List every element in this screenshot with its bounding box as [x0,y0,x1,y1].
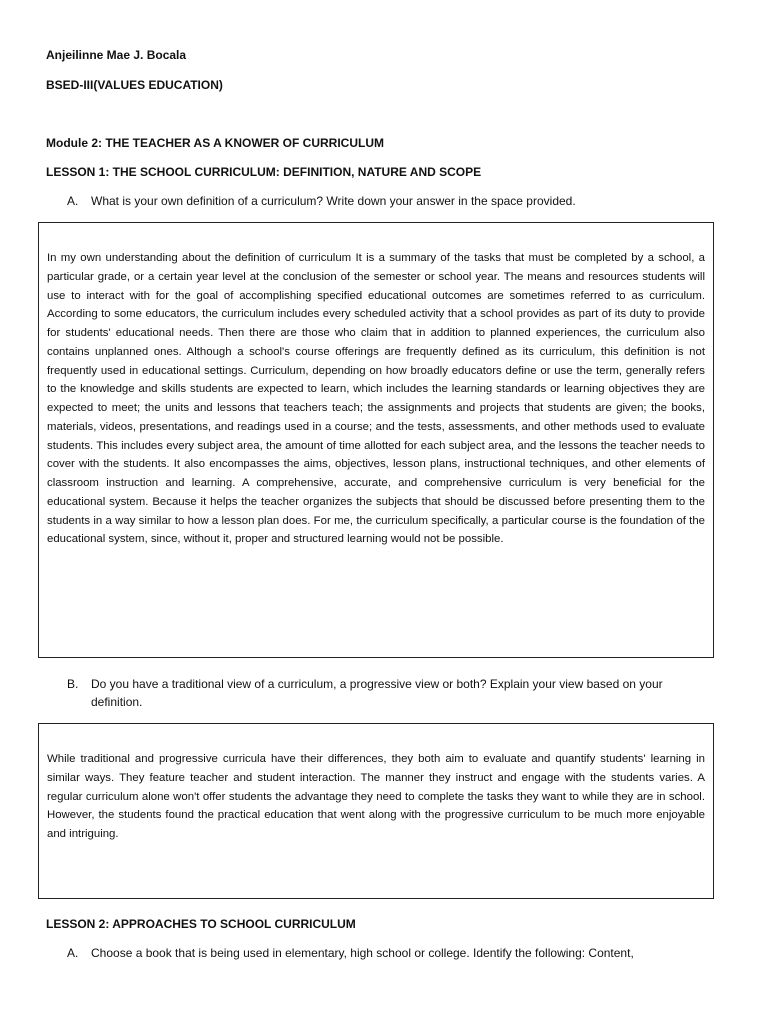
lesson1-title: LESSON 1: THE SCHOOL CURRICULUM: DEFINITION, NATURE AND SCOPE [46,165,482,179]
module-title: Module 2: THE TEACHER AS A KNOWER OF CURRICULUM [46,136,384,150]
answer-box-a [38,222,714,658]
lesson2-question-a [67,944,707,962]
lesson1-question-a [67,192,707,210]
question-b-text: Do you have a traditional view of a curriculum, a progressive view or both? Explain your view based on your definition. [91,677,663,709]
lesson2-question-a-text: Choose a book that is being used in elementary, high school or college. Identify the following: Content, [91,946,634,960]
answer-b-text: While traditional and progressive curricula have their differences, they both aim to evaluate and quantify students' learning in similar ways. They feature teacher and student interaction. The manner they instruct and engage with the students varies. A regular curriculum alone won't offer students the advantage they need to complete the tasks they want to while they are in school. However, the students found the practical education that went along with the progressive curriculum to be much more enjoyable and intriguing. [47,753,705,840]
question-a-text: What is your own definition of a curriculum? Write down your answer in the space provided. [91,194,576,208]
student-name: Anjeilinne Mae J. Bocala [46,48,187,62]
question-a-marker: A. [67,194,79,208]
student-program: BSED-III(VALUES EDUCATION) [46,78,223,92]
lesson2-title: LESSON 2: APPROACHES TO SCHOOL CURRICULUM [46,917,356,931]
answer-a-text: In my own understanding about the definition of curriculum It is a summary of the tasks that must be completed by a school, a particular grade, or a certain year level at the conclusion of the semester or school year. The means and resources students will use to interact with for the goal of accomplishing specified educational outcomes are sometimes referred to as curriculum. According to some educators, the curriculum includes every scheduled activity that a school provides as part of its duty to provide for students' educational needs. Then there are those who claim that in addition to planned experiences, the curriculum also contains unplanned ones. Although a school's course offerings are frequently defined as its curriculum, this definition is not frequently used in educational settings. Curriculum, depending on how broadly educators define or use the term, generally refers to the knowledge and skills students are expected to learn, which includes the learning standards or learning objectives they are expected to meet; the units and lessons that teachers teach; the assignments and projects that students are given; the books, materials, videos, presentations, and readings used in a course; and the tests, assessments, and other methods used to evaluate students. This includes every subject area, the amount of time allotted for each subject area, and the lessons the teacher needs to cover with the students. It also encompasses the aims, objectives, lesson plans, instructional techniques, and other elements of classroom instruction and learning. A comprehensive, accurate, and comprehensive curriculum is very beneficial for the educational system. Because it helps the teacher organizes the subjects that should be discussed before presenting them to the students in a way similar to how a lesson plan does. For me, the curriculum specifically, a particular course is the foundation of the educational system, since, without it, proper and structured learning would not be possible. [47,252,705,546]
lesson1-question-b [67,675,707,711]
lesson2-question-a-marker: A. [67,946,79,960]
question-b-marker: B. [67,677,79,691]
answer-box-b [38,723,714,899]
